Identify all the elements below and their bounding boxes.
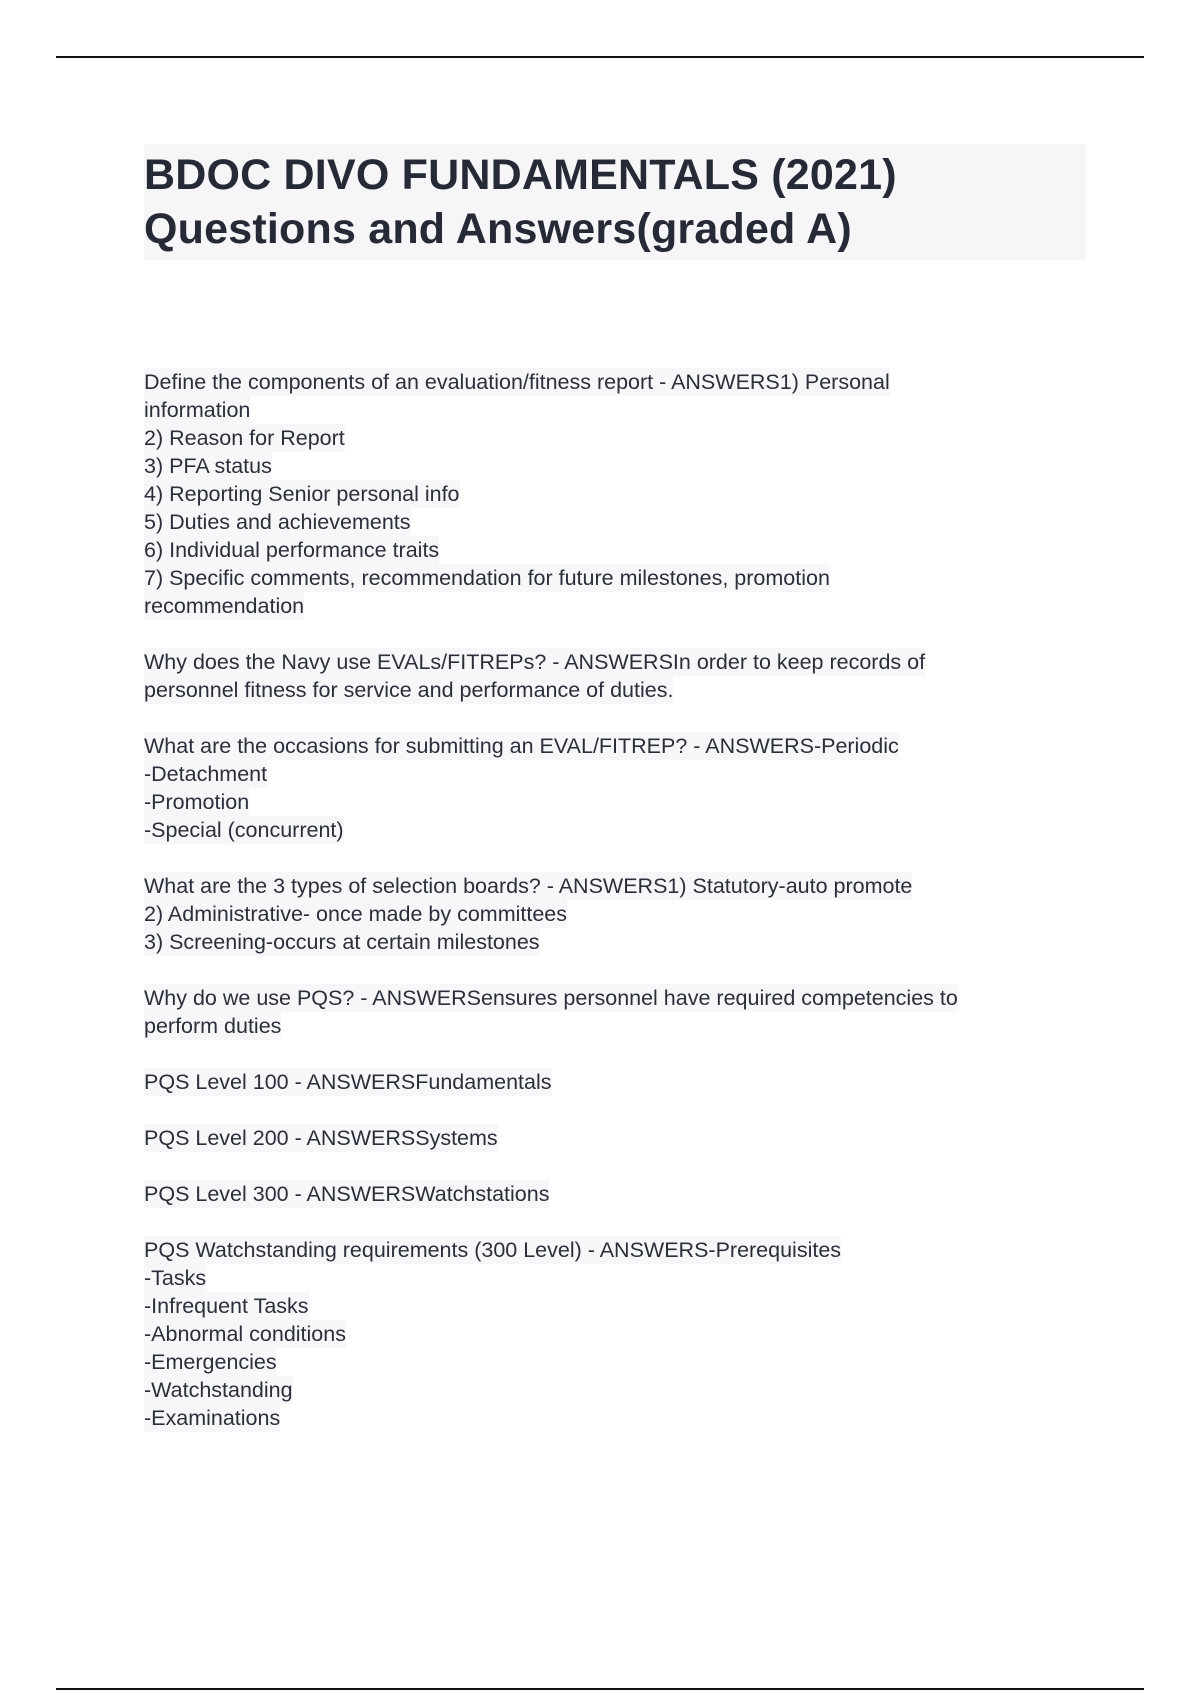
qa-line: Why does the Navy use EVALs/FITREPs? - ANSWERSIn order to keep records of <box>144 650 926 674</box>
qa-item <box>144 368 1084 620</box>
qa-line: 3) PFA status <box>144 454 272 478</box>
qa-item <box>144 1124 1084 1152</box>
qa-line: recommendation <box>144 594 305 618</box>
qa-line: 5) Duties and achievements <box>144 510 411 534</box>
top-divider <box>56 56 1144 58</box>
qa-line: -Watchstanding <box>144 1378 293 1402</box>
qa-line: 2) Reason for Report <box>144 426 345 450</box>
qa-line: -Emergencies <box>144 1350 277 1374</box>
qa-line: -Examinations <box>144 1406 281 1430</box>
qa-line: perform duties <box>144 1014 282 1038</box>
qa-item <box>144 1180 1084 1208</box>
qa-line: -Special (concurrent) <box>144 818 344 842</box>
title-line-2: Questions and Answers(graded A) <box>144 205 852 253</box>
qa-line: -Detachment <box>144 762 268 786</box>
qa-item <box>144 732 1084 844</box>
qa-item <box>144 1236 1084 1432</box>
qa-line: What are the occasions for submitting an EVAL/FITREP? - ANSWERS-Periodic <box>144 734 899 758</box>
title-line-1: BDOC DIVO FUNDAMENTALS (2021) <box>144 151 897 199</box>
qa-line: 4) Reporting Senior personal info <box>144 482 460 506</box>
qa-item <box>144 872 1084 956</box>
qa-line: Define the components of an evaluation/fitness report - ANSWERS1) Personal <box>144 370 890 394</box>
qa-line: PQS Level 100 - ANSWERSFundamentals <box>144 1070 552 1094</box>
qa-line: personnel fitness for service and performance of duties. <box>144 678 674 702</box>
qa-line: -Abnormal conditions <box>144 1322 346 1346</box>
qa-line: information <box>144 398 251 422</box>
qa-line: What are the 3 types of selection boards? - ANSWERS1) Statutory-auto promote <box>144 874 913 898</box>
qa-item <box>144 648 1084 704</box>
qa-line: -Tasks <box>144 1266 207 1290</box>
qa-line: -Promotion <box>144 790 250 814</box>
qa-line: PQS Watchstanding requirements (300 Level) - ANSWERS-Prerequisites <box>144 1238 842 1262</box>
qa-line: Why do we use PQS? - ANSWERSensures personnel have required competencies to <box>144 986 958 1010</box>
qa-line: 7) Specific comments, recommendation for future milestones, promotion <box>144 566 830 590</box>
qa-item <box>144 1068 1084 1096</box>
qa-line: PQS Level 300 - ANSWERSWatchstations <box>144 1182 550 1206</box>
qa-line: -Infrequent Tasks <box>144 1294 309 1318</box>
qa-list <box>144 368 1084 1460</box>
qa-line: 6) Individual performance traits <box>144 538 440 562</box>
bottom-divider <box>56 1688 1144 1690</box>
document-title <box>144 144 1086 260</box>
qa-item <box>144 984 1084 1040</box>
qa-line: 2) Administrative- once made by committees <box>144 902 567 926</box>
qa-line: 3) Screening-occurs at certain milestones <box>144 930 540 954</box>
qa-line: PQS Level 200 - ANSWERSSystems <box>144 1126 498 1150</box>
